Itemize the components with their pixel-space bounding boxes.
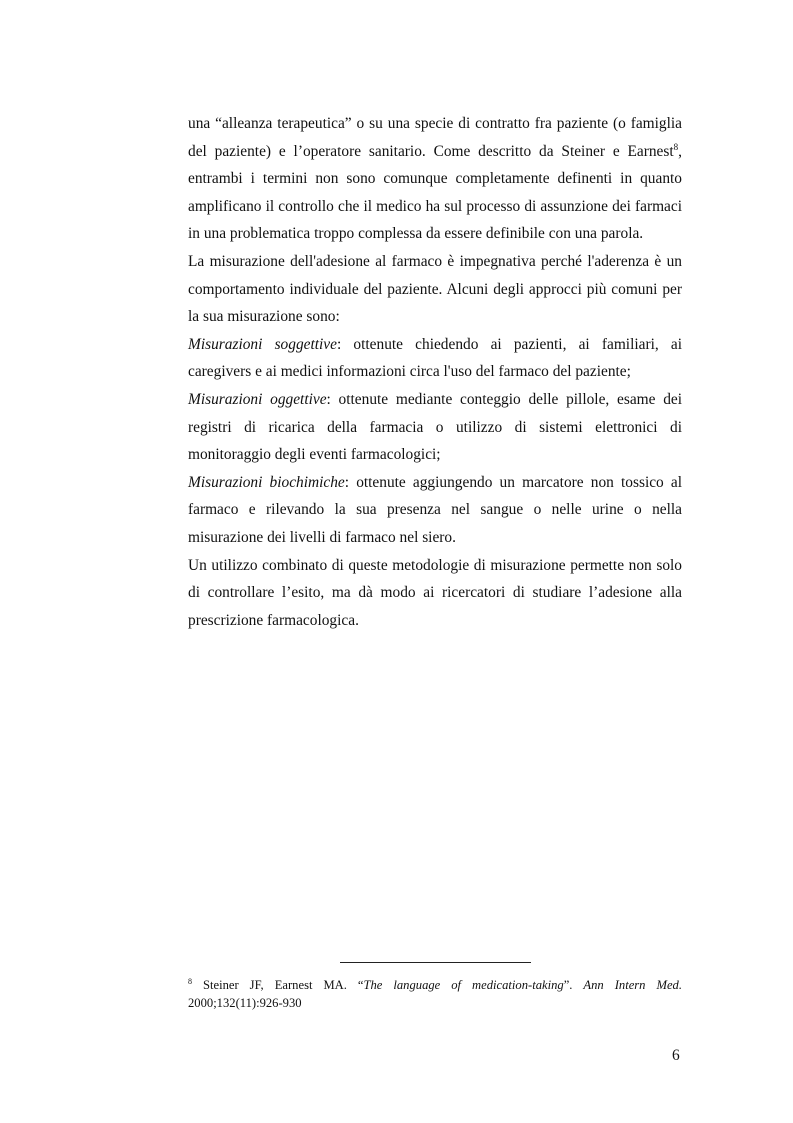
paragraph-6: Un utilizzo combinato di queste metodologie di misurazione permette non solo di controllare l’esito, ma dà modo ai ricercatori di studiare l’adesione alla prescrizione farmacologica.: [188, 556, 682, 629]
paragraph-1-text-b: , entrambi i termini non sono comunque completamente definenti in quanto amplificano il controllo che il medico ha sul processo di assunzione dei farmaci in una problematica troppo complessa da essere definibile con una parola.: [188, 142, 682, 243]
footnote-reference[interactable]: 8: [673, 141, 679, 152]
objective-measures-text: : ottenute mediante conteggio delle pillole, esame dei registri di ricarica della farmacia o utilizzo di sistemi elettronici di monitoraggio degli eventi farmacologici;: [188, 390, 682, 464]
paragraph-objective-measures: [188, 386, 682, 469]
footnote-separator: [340, 962, 531, 963]
term-subjective-measures: Misurazioni soggettive: [188, 335, 337, 353]
footnote-title-close: ”.: [563, 978, 584, 992]
footnote-citation: 2000;132(11):926-930: [188, 996, 302, 1010]
footnote: [188, 976, 682, 1012]
body-text: [188, 110, 682, 634]
paragraph-biochemical-measures: [188, 469, 682, 552]
paragraph-2: La misurazione dell'adesione al farmaco è impegnativa perché l'aderenza è un comportamento individuale del paziente. Alcuni degli approcci più comuni per la sua misurazione sono:: [188, 252, 682, 326]
footnote-title: The language of medication-taking: [363, 978, 564, 992]
term-objective-measures: Misurazioni oggettive: [188, 390, 327, 408]
page-number: 6: [672, 1047, 680, 1064]
biochemical-measures-text: : ottenute aggiungendo un marcatore non tossico al farmaco e rilevando la sua presenza nel sangue o nelle urine o nella misurazione dei livelli di farmaco nel siero.: [188, 473, 682, 546]
subjective-measures-text: : ottenute chiedendo ai pazienti, ai familiari, ai caregivers e ai medici informazioni circa l'uso del farmaco del paziente;: [188, 335, 682, 381]
paragraph-1: [188, 110, 682, 248]
footnote-authors: Steiner JF, Earnest MA. “: [192, 978, 364, 992]
footnote-journal: Ann Intern Med.: [583, 978, 683, 992]
footnote-number: 8: [188, 977, 192, 986]
term-biochemical-measures: Misurazioni biochimiche: [188, 473, 345, 491]
paragraph-1-text-a: una “alleanza terapeutica” o su una specie di contratto fra paziente (o famiglia del paziente) e l’operatore sanitario. Come descritto da Steiner e Earnest: [188, 115, 682, 160]
paragraph-subjective-measures: [188, 331, 682, 386]
